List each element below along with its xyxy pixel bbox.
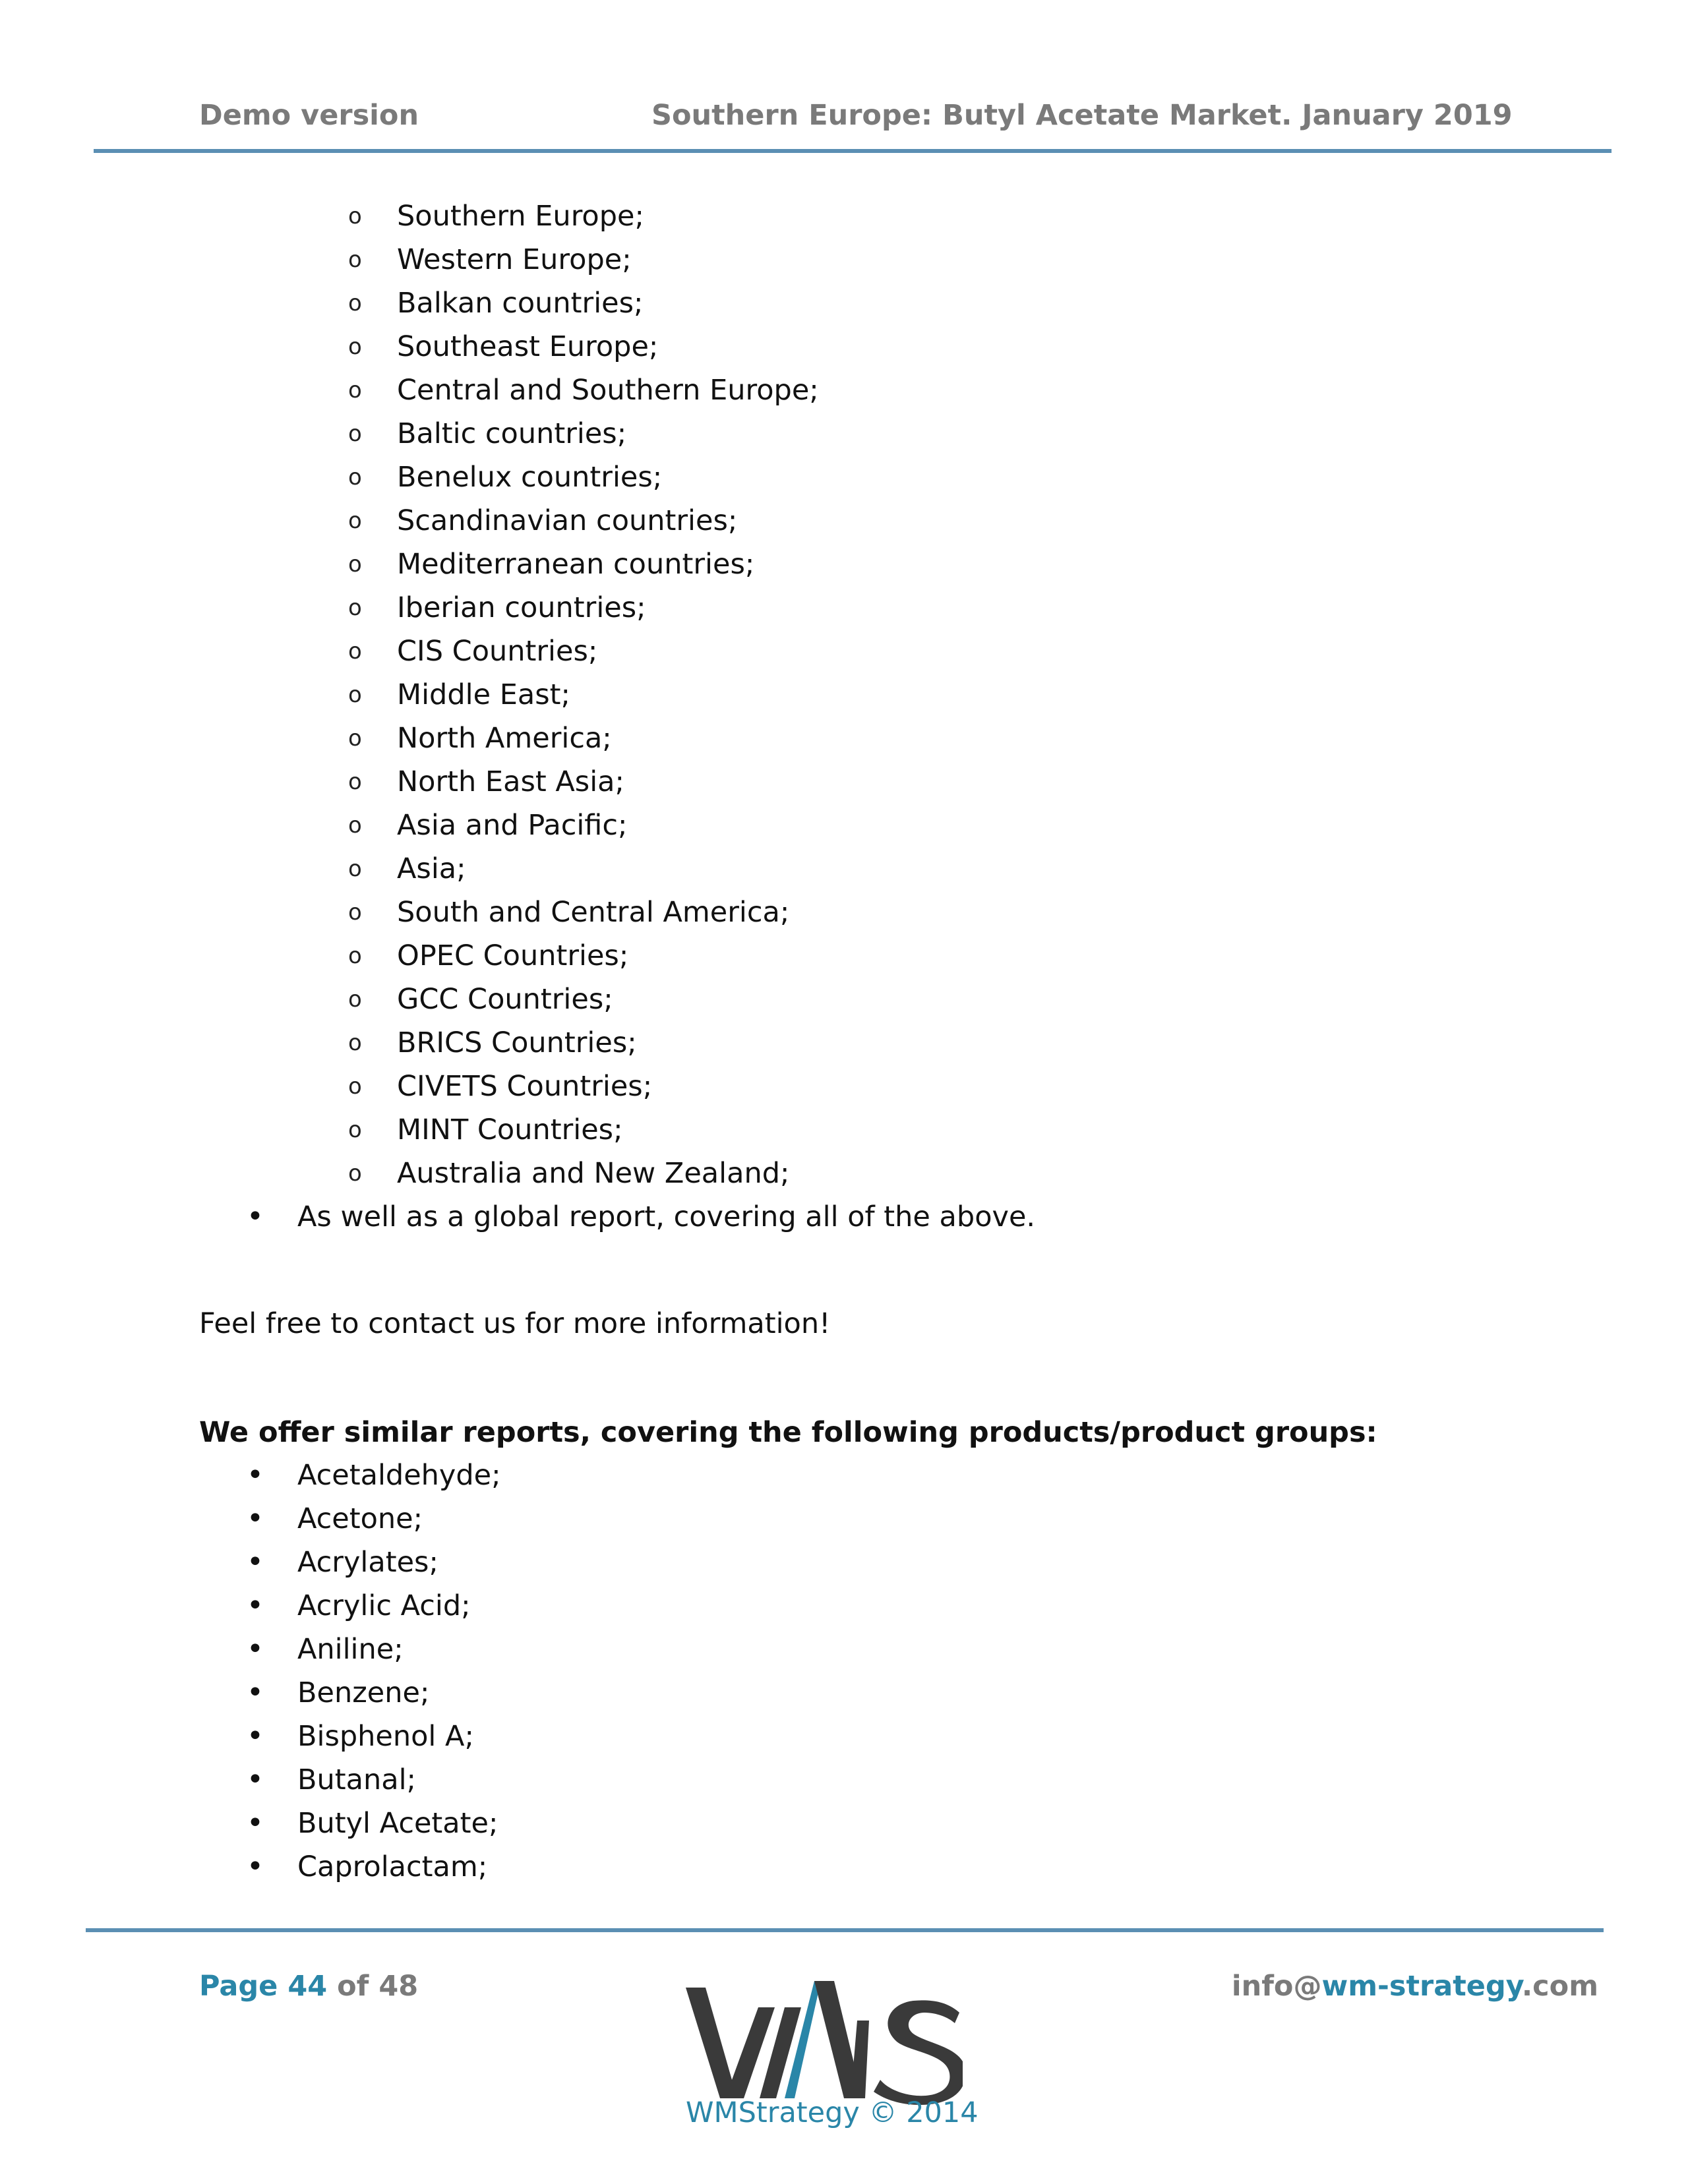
circle-bullet-icon: o <box>348 725 362 752</box>
circle-bullet-icon: o <box>348 551 362 577</box>
region-list-item-text: CIVETS Countries; <box>397 1070 653 1103</box>
circle-bullet-icon: o <box>348 682 362 708</box>
global-report-item-text: As well as a global report, covering all of the above. <box>297 1200 1036 1233</box>
dot-bullet-icon: • <box>247 1589 264 1622</box>
circle-bullet-icon: o <box>348 856 362 882</box>
header-report-title: Southern Europe: Butyl Acetate Market. January 2019 <box>651 99 1513 132</box>
circle-bullet-icon: o <box>348 203 362 229</box>
header-divider <box>94 149 1612 153</box>
circle-bullet-icon: o <box>348 1117 362 1143</box>
region-list-item-text: Scandinavian countries; <box>397 504 738 537</box>
region-list-item-text: Southeast Europe; <box>397 330 659 363</box>
footer-divider <box>86 1928 1604 1932</box>
product-list-item-text: Bisphenol A; <box>297 1720 474 1753</box>
circle-bullet-icon: o <box>348 943 362 969</box>
circle-bullet-icon: o <box>348 1073 362 1100</box>
region-list-item-text: Western Europe; <box>397 243 632 276</box>
circle-bullet-icon: o <box>348 290 362 316</box>
contact-note-text: Feel free to contact us for more information! <box>199 1307 831 1340</box>
page-number <box>199 1970 418 2003</box>
region-list-item-text: Baltic countries; <box>397 417 627 450</box>
dot-bullet-icon: • <box>247 1850 264 1883</box>
circle-bullet-icon: o <box>348 1160 362 1187</box>
product-list-item-text: Benzene; <box>297 1676 430 1709</box>
region-list-item-text: South and Central America; <box>397 896 790 929</box>
product-list-item-text: Acetaldehyde; <box>297 1459 501 1492</box>
product-list-item-text: Caprolactam; <box>297 1850 488 1883</box>
region-list-item-text: GCC Countries; <box>397 983 613 1016</box>
email-prefix: info@ <box>1231 1970 1322 2003</box>
circle-bullet-icon: o <box>348 899 362 926</box>
circle-bullet-icon: o <box>348 595 362 621</box>
circle-bullet-icon: o <box>348 769 362 795</box>
product-list-item-text: Butanal; <box>297 1763 416 1796</box>
region-list-item-text: MINT Countries; <box>397 1113 623 1146</box>
circle-bullet-icon: o <box>348 377 362 403</box>
contact-email <box>1232 1970 1598 2003</box>
page-current: 44 <box>287 1970 328 2003</box>
dot-bullet-icon: • <box>247 1763 264 1796</box>
region-list-item-text: Benelux countries; <box>397 461 663 494</box>
circle-bullet-icon: o <box>348 421 362 447</box>
region-list-item-text: North America; <box>397 722 612 755</box>
region-list-item-text: OPEC Countries; <box>397 939 629 972</box>
region-list-item-text: Asia and Pacific; <box>397 809 628 842</box>
dot-bullet-icon: • <box>247 1458 264 1492</box>
region-list-item-text: Balkan countries; <box>397 287 644 320</box>
region-list-item-text: North East Asia; <box>397 765 624 798</box>
region-list-item-text: Mediterranean countries; <box>397 548 755 581</box>
region-list-item-text: Asia; <box>397 852 466 885</box>
email-suffix: .com <box>1521 1970 1598 2003</box>
product-list-item-text: Acrylic Acid; <box>297 1589 471 1622</box>
email-domain: wm-strategy <box>1321 1970 1522 2003</box>
product-list-item-text: Butyl Acetate; <box>297 1807 498 1840</box>
dot-bullet-icon: • <box>247 1502 264 1535</box>
page-word: Page <box>199 1970 278 2003</box>
similar-reports-heading-text: We offer similar reports, covering the following products/product groups: <box>199 1416 1377 1449</box>
region-list-item-text: Central and Southern Europe; <box>397 374 819 407</box>
dot-bullet-icon: • <box>247 1719 264 1753</box>
circle-bullet-icon: o <box>348 464 362 490</box>
circle-bullet-icon: o <box>348 812 362 839</box>
region-list-item-text: Southern Europe; <box>397 200 644 233</box>
region-list-item-text: Australia and New Zealand; <box>397 1157 790 1190</box>
product-list-item-text: Aniline; <box>297 1633 404 1666</box>
region-list-item-text: CIS Countries; <box>397 635 598 668</box>
region-list-item-text: Iberian countries; <box>397 591 646 624</box>
logo-caption: WMStrategy © 2014 <box>686 2096 979 2129</box>
circle-bullet-icon: o <box>348 1030 362 1056</box>
circle-bullet-icon: o <box>348 638 362 664</box>
dot-bullet-icon: • <box>247 1632 264 1666</box>
circle-bullet-icon: o <box>348 508 362 534</box>
region-list-item-text: BRICS Countries; <box>397 1026 637 1059</box>
product-list-item-text: Acetone; <box>297 1502 423 1535</box>
header-demo-label: Demo version <box>199 99 419 132</box>
dot-bullet-icon: • <box>247 1806 264 1840</box>
wms-logo <box>686 1981 963 2113</box>
dot-bullet-icon: • <box>247 1676 264 1709</box>
product-list-item-text: Acrylates; <box>297 1546 438 1579</box>
dot-bullet-icon: • <box>247 1545 264 1579</box>
page-total: of 48 <box>337 1970 419 2003</box>
circle-bullet-icon: o <box>348 334 362 360</box>
circle-bullet-icon: o <box>348 247 362 273</box>
circle-bullet-icon: o <box>348 986 362 1013</box>
dot-bullet-icon: • <box>247 1200 264 1233</box>
region-list-item-text: Middle East; <box>397 678 570 711</box>
